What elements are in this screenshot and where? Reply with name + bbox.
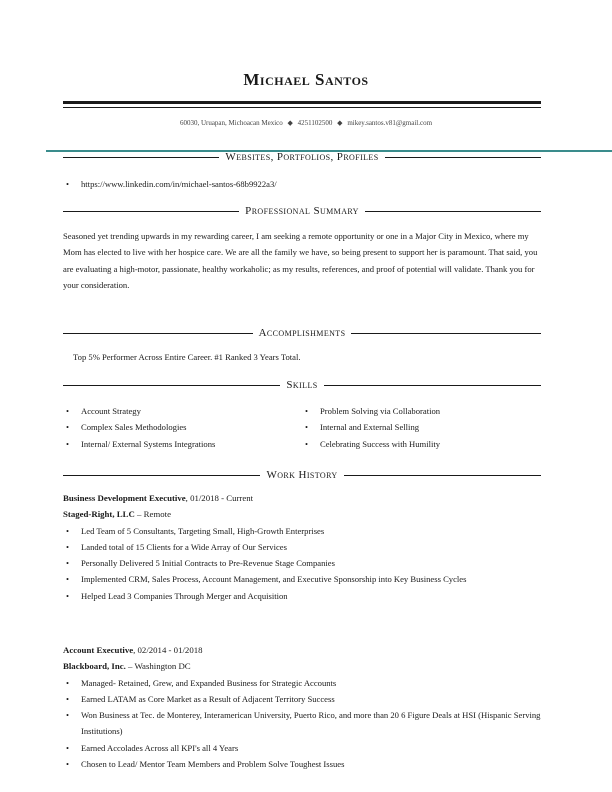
- header-rule-thick: [63, 101, 541, 104]
- job-bullet: • Led Team of 5 Consultants, Targeting Small, High-Growth Enterprises: [63, 523, 541, 539]
- skills-list-left: [63, 403, 293, 452]
- section-header-skills: [63, 378, 541, 392]
- section-title: Websites, Portfolios, Profiles: [225, 151, 379, 163]
- job-location: – Washington DC: [125, 661, 191, 672]
- job-bullet: • Implemented CRM, Sales Process, Account Management, and Executive Sponsorship into Key Business Cycles: [63, 571, 541, 587]
- section-title: Professional Summary: [245, 205, 359, 217]
- header-rule-thin: [63, 107, 541, 108]
- job-bullet: • Earned Accolades Across all KPI's all 4 Years: [63, 740, 541, 756]
- websites-list: [63, 176, 541, 192]
- summary-text: Seasoned yet trending upwards in my rewarding career, I am seeking a remote opportunity or one in a Major City in Mexico, where my Mom has elected to live with her hospice care. We are all the family we have, so being present to support her is paramount. That said, you are evaluating a high-motor, passionate, healthy workaholic; as my results, references, and proof of potential will validate. Thank you for your consideration.: [63, 231, 538, 290]
- job-bullets: [63, 675, 541, 773]
- job-bullet: • Landed total of 15 Clients for a Wide Array of Our Services: [63, 539, 541, 555]
- diamond-icon: ◆: [337, 119, 343, 127]
- job-location: – Remote: [134, 509, 172, 520]
- section-title: Skills: [286, 379, 318, 391]
- job-title-line: [63, 642, 541, 658]
- skill-item: • Internal/ External Systems Integrations: [63, 436, 293, 452]
- section-header-accomplishments: [63, 326, 541, 340]
- section-header-websites: [63, 150, 541, 164]
- contact-line: [0, 119, 612, 127]
- skills-list-right: [302, 403, 542, 452]
- job-company: Blackboard, Inc.: [63, 661, 126, 672]
- accomplishments-text: Top 5% Performer Across Entire Career. #1 Ranked 3 Years Total.: [73, 352, 301, 362]
- job-title-line: [63, 490, 541, 506]
- job-title: Business Development Executive: [63, 493, 186, 503]
- section-title: Work History: [266, 469, 338, 481]
- job-bullet: • Managed- Retained, Grew, and Expanded Business for Strategic Accounts: [63, 675, 541, 691]
- skill-item: • Celebrating Success with Humility: [302, 436, 542, 452]
- job-title: Account Executive: [63, 645, 134, 655]
- skill-item: • Complex Sales Methodologies: [63, 419, 293, 435]
- job-bullet: • Earned LATAM as Core Market as a Result of Adjacent Territory Success: [63, 691, 541, 707]
- job-bullet: • Chosen to Lead/ Mentor Team Members and Problem Solve Toughest Issues: [63, 756, 541, 772]
- skill-item: • Internal and External Selling: [302, 419, 542, 435]
- contact-address: 60030, Uruapan, Michoacan Mexico: [179, 119, 283, 127]
- job-company-line: [63, 506, 541, 522]
- section-header-summary: [63, 204, 541, 218]
- job-bullet: • Won Business at Tec. de Monterey, Interamerican University, Puerto Rico, and more than 20 6 Figure Deals at HSI (Hispanic Serving Institutions): [63, 707, 541, 740]
- section-title: Accomplishments: [258, 327, 346, 339]
- section-header-work-history: [63, 468, 541, 482]
- job-entry: [63, 490, 541, 604]
- job-dates: , 02/2014 - 01/2018: [133, 645, 203, 655]
- job-bullet: • Personally Delivered 5 Initial Contracts to Pre-Revenue Stage Companies: [63, 555, 541, 571]
- candidate-name: Michael Santos: [243, 70, 369, 89]
- job-dates: , 01/2018 - Current: [185, 493, 254, 503]
- job-bullets: [63, 523, 541, 604]
- job-bullet: • Helped Lead 3 Companies Through Merger and Acquisition: [63, 588, 541, 604]
- profile-link[interactable]: • https://www.linkedin.com/in/michael-santos-68b9922a3/: [63, 176, 541, 192]
- job-entry: [63, 642, 541, 772]
- diamond-icon: ◆: [287, 119, 293, 127]
- skill-item: • Problem Solving via Collaboration: [302, 403, 542, 419]
- job-company-line: [63, 658, 541, 674]
- job-company: Staged-Right, LLC: [63, 509, 135, 520]
- contact-phone: 4251102500: [297, 119, 333, 127]
- contact-email[interactable]: mikey.santos.v81@gmail.com: [347, 119, 433, 127]
- skill-item: • Account Strategy: [63, 403, 293, 419]
